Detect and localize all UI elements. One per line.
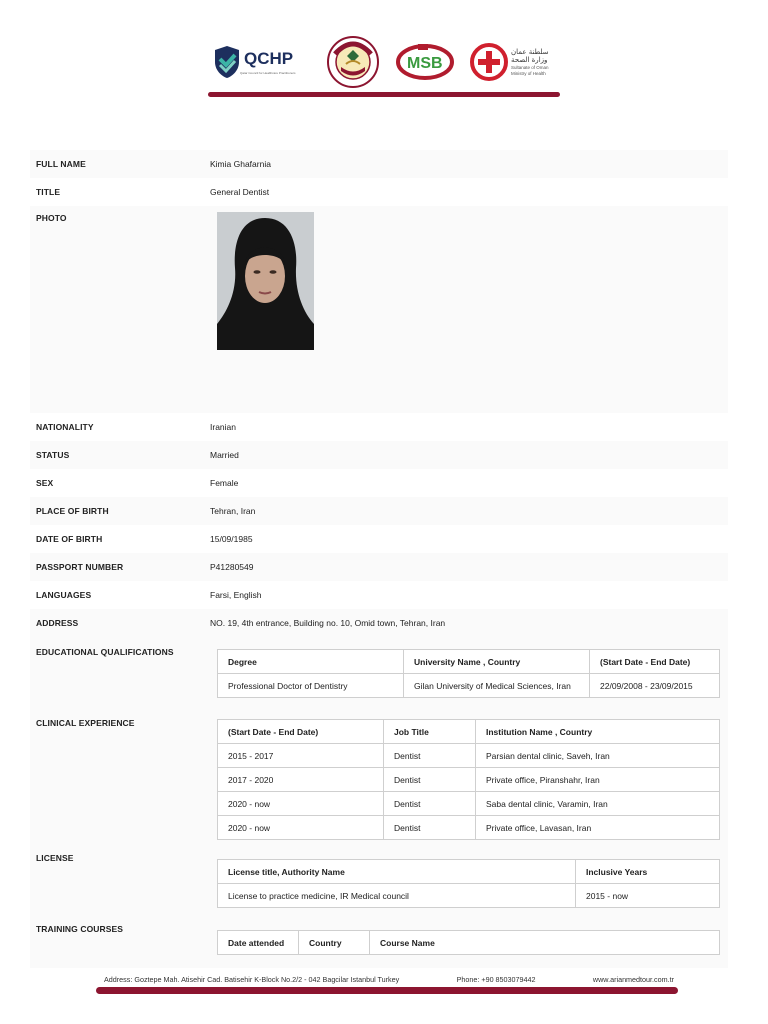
profile-photo: [217, 212, 314, 350]
table-cell: 2020 - now: [218, 816, 384, 840]
row-full-name: [30, 150, 728, 178]
table-cell: Gilan University of Medical Sciences, Iran: [404, 674, 590, 698]
table-cell: 2020 - now: [218, 792, 384, 816]
row-address: [30, 609, 728, 637]
table-header: License title, Authority Name: [218, 860, 576, 884]
languages-label: LANGUAGES: [36, 590, 92, 600]
experience-table: [217, 719, 720, 840]
table-header: Inclusive Years: [576, 860, 720, 884]
table-cell: Saba dental clinic, Varamin, Iran: [476, 792, 720, 816]
table-row: [218, 792, 720, 816]
table-header: (Start Date - End Date): [590, 650, 720, 674]
row-date-of-birth: [30, 525, 728, 553]
license-table: [217, 859, 720, 908]
experience-label: CLINICAL EXPERIENCE: [36, 718, 135, 728]
qchp-subtitle: Qatar Council for Healthcare Practitioners: [240, 70, 296, 75]
footer-divider: [96, 987, 678, 994]
table-row: [218, 744, 720, 768]
table-cell: 22/09/2008 - 23/09/2015: [590, 674, 720, 698]
table-header: Country: [299, 931, 370, 955]
row-languages: [30, 581, 728, 609]
oman-arabic-subtitle: وزارة الصحة: [511, 56, 548, 65]
qchp-wordmark: QCHP: [244, 48, 294, 68]
status-value: Married: [210, 450, 239, 460]
profile-info: [30, 150, 728, 968]
table-header: Institution Name , Country: [476, 720, 720, 744]
education-table: [217, 649, 720, 698]
table-header-row: [218, 650, 720, 674]
table-header: Course Name: [370, 931, 720, 955]
passport-label: PASSPORT NUMBER: [36, 562, 124, 572]
footer-contact: [104, 975, 674, 984]
header-divider: [208, 92, 560, 97]
msb-logo: [396, 36, 454, 88]
qchp-shield-icon: [214, 45, 240, 79]
table-cell: Dentist: [384, 744, 476, 768]
table-cell: Private office, Lavasan, Iran: [476, 816, 720, 840]
title-value: General Dentist: [210, 187, 270, 197]
row-title: [30, 178, 728, 206]
table-row: [218, 884, 720, 908]
photo-label: PHOTO: [36, 213, 67, 223]
training-table: [217, 930, 720, 955]
header-logos: [214, 36, 554, 88]
date-of-birth-value: 15/09/1985: [210, 534, 253, 544]
table-row: [218, 674, 720, 698]
education-label: EDUCATIONAL QUALIFICATIONS: [36, 647, 174, 657]
table-header-row: [218, 931, 720, 955]
license-label: LICENSE: [36, 853, 74, 863]
training-label: TRAINING COURSES: [36, 924, 124, 934]
table-header: Date attended: [218, 931, 299, 955]
table-cell: 2015 - now: [576, 884, 720, 908]
footer-website[interactable]: www.arianmedtour.com.tr: [592, 975, 674, 984]
license-section: [30, 847, 728, 918]
place-of-birth-value: Tehran, Iran: [210, 506, 256, 516]
table-cell: Parsian dental clinic, Saveh, Iran: [476, 744, 720, 768]
oman-english-title: Sultanate of Oman: [511, 65, 549, 71]
table-header-row: [218, 720, 720, 744]
oman-arabic-title: سلطنة عمان: [511, 47, 549, 56]
languages-value: Farsi, English: [210, 590, 262, 600]
table-cell: 2015 - 2017: [218, 744, 384, 768]
training-section: [30, 918, 728, 968]
table-cell: 2017 - 2020: [218, 768, 384, 792]
address-value: NO. 19, 4th entrance, Building no. 10, Omid town, Tehran, Iran: [210, 618, 446, 628]
full-name-value: Kimia Ghafarnia: [210, 159, 271, 169]
education-section: [30, 637, 728, 707]
oman-english-subtitle: Ministry of Health: [511, 70, 546, 76]
row-photo: [30, 206, 728, 413]
table-row: [218, 816, 720, 840]
address-label: ADDRESS: [36, 618, 79, 628]
table-header: Degree: [218, 650, 404, 674]
passport-value: P41280549: [210, 562, 254, 572]
footer-address: Address: Goztepe Mah. Atisehir Cad. Batisehir K-Block No.2/2 - 042 Bagcilar Istanbul Turkey: [104, 975, 400, 984]
table-header: University Name , Country: [404, 650, 590, 674]
table-cell: Dentist: [384, 816, 476, 840]
sex-label: SEX: [36, 478, 54, 488]
place-of-birth-label: PLACE OF BIRTH: [36, 506, 109, 516]
table-header-row: [218, 860, 720, 884]
row-sex: [30, 469, 728, 497]
status-label: STATUS: [36, 450, 70, 460]
portrait-image: [217, 212, 314, 350]
qchp-logo: [214, 36, 310, 88]
title-label: TITLE: [36, 187, 61, 197]
table-row: [218, 768, 720, 792]
nationality-label: NATIONALITY: [36, 422, 94, 432]
row-nationality: [30, 413, 728, 441]
msb-emblem-icon: [396, 42, 454, 82]
footer-phone: Phone: +90 8503079442: [456, 975, 536, 984]
oman-emblem-icon: [470, 43, 508, 81]
row-passport: [30, 553, 728, 581]
table-header: (Start Date - End Date): [218, 720, 384, 744]
qatar-seal-icon: [327, 36, 379, 88]
table-cell: Dentist: [384, 768, 476, 792]
moph-seal-logo: [326, 36, 380, 88]
table-cell: Professional Doctor of Dentistry: [218, 674, 404, 698]
date-of-birth-label: DATE OF BIRTH: [36, 534, 103, 544]
experience-section: [30, 707, 728, 847]
row-status: [30, 441, 728, 469]
table-header: Job Title: [384, 720, 476, 744]
full-name-label: FULL NAME: [36, 159, 86, 169]
table-cell: License to practice medicine, IR Medical council: [218, 884, 576, 908]
sex-value: Female: [210, 478, 239, 488]
table-cell: Private office, Piranshahr, Iran: [476, 768, 720, 792]
nationality-value: Iranian: [210, 422, 236, 432]
oman-moh-logo: [470, 36, 554, 88]
svg-text:MSB: MSB: [407, 55, 443, 72]
row-place-of-birth: [30, 497, 728, 525]
table-cell: Dentist: [384, 792, 476, 816]
